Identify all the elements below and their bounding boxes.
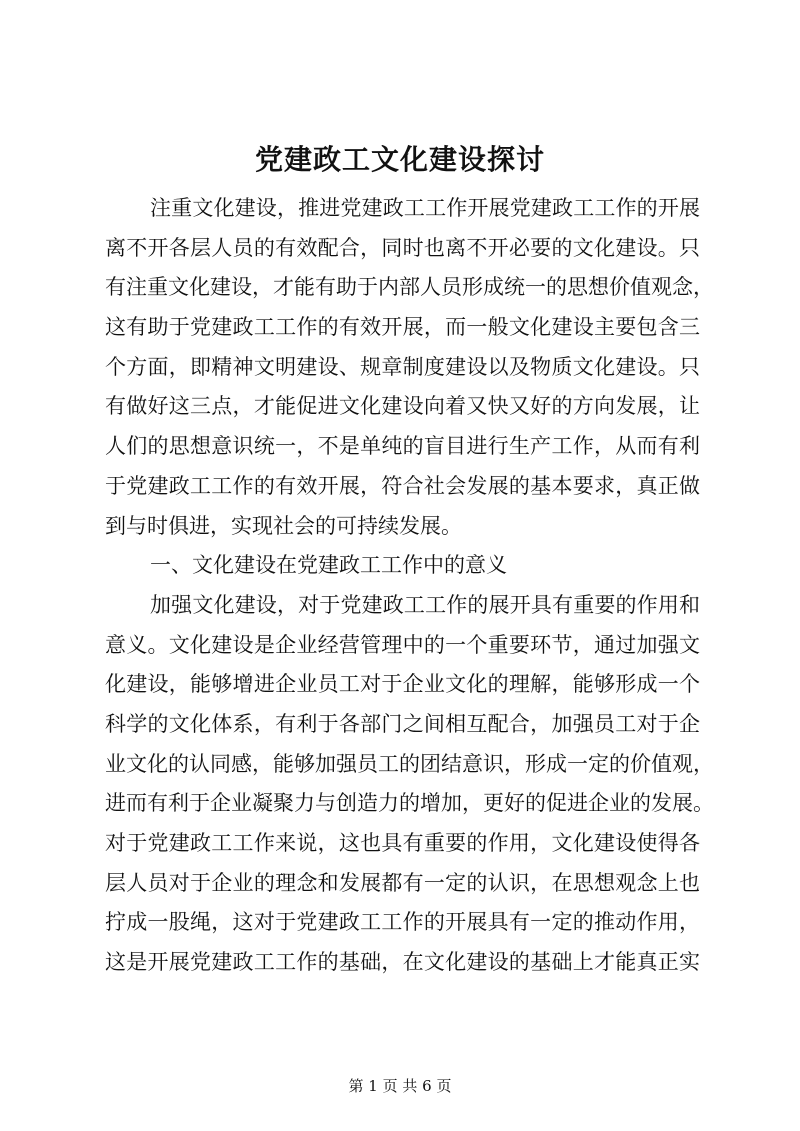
page-footer: 第 1 页 共 6 页 bbox=[348, 1077, 452, 1095]
text-line: 这有助于党建政工工作的有效开展，而一般文化建设主要包含三 bbox=[105, 315, 700, 340]
text-line: 到与时俱进，实现社会的可持续发展。 bbox=[105, 513, 462, 538]
text-line: 意义。文化建设是企业经营管理中的一个重要环节，通过加强文 bbox=[105, 632, 700, 657]
document-body bbox=[105, 189, 714, 983]
text-line: 加强文化建设，对于党建政工工作的展开具有重要的作用和 bbox=[150, 592, 700, 617]
text-line: 化建设，能够增进企业员工对于企业文化的理解，能够形成一个 bbox=[105, 672, 700, 697]
text-line: 科学的文化体系，有利于各部门之间相互配合，加强员工对于企 bbox=[105, 711, 700, 736]
text-line: 注重文化建设，推进党建政工工作开展党建政工工作的开展 bbox=[150, 196, 700, 220]
text-line: 业文化的认同感，能够加强员工的团结意识，形成一定的价值观， bbox=[105, 751, 714, 776]
document-title: 党建政工文化建设探讨 bbox=[254, 143, 545, 176]
text-line: 有注重文化建设，才能有助于内部人员形成统一的思想价值观念， bbox=[105, 275, 714, 300]
text-line: 层人员对于企业的理念和发展都有一定的认识，在思想观念上也 bbox=[105, 870, 700, 895]
text-line: 进而有利于企业凝聚力与创造力的增加，更好的促进企业的发展。 bbox=[105, 791, 714, 816]
text-line: 个方面，即精神文明建设、规章制度建设以及物质文化建设。只 bbox=[105, 354, 700, 379]
text-line: 于党建政工工作的有效开展，符合社会发展的基本要求，真正做 bbox=[105, 473, 700, 498]
text-line: 这是开展党建政工工作的基础，在文化建设的基础上才能真正实 bbox=[105, 950, 700, 975]
text-line: 离不开各层人员的有效配合，同时也离不开必要的文化建设。只 bbox=[105, 235, 700, 260]
text-line: 人们的思想意识统一，不是单纯的盲目进行生产工作，从而有利 bbox=[105, 434, 700, 459]
text-line: 对于党建政工工作来说，这也具有重要的作用，文化建设使得各 bbox=[105, 831, 700, 855]
text-line: 一、文化建设在党建政工工作中的意义 bbox=[150, 553, 507, 578]
text-line: 有做好这三点，才能促进文化建设向着又快又好的方向发展，让 bbox=[105, 394, 700, 419]
text-line: 拧成一股绳，这对于党建政工工作的开展具有一定的推动作用， bbox=[105, 910, 700, 935]
